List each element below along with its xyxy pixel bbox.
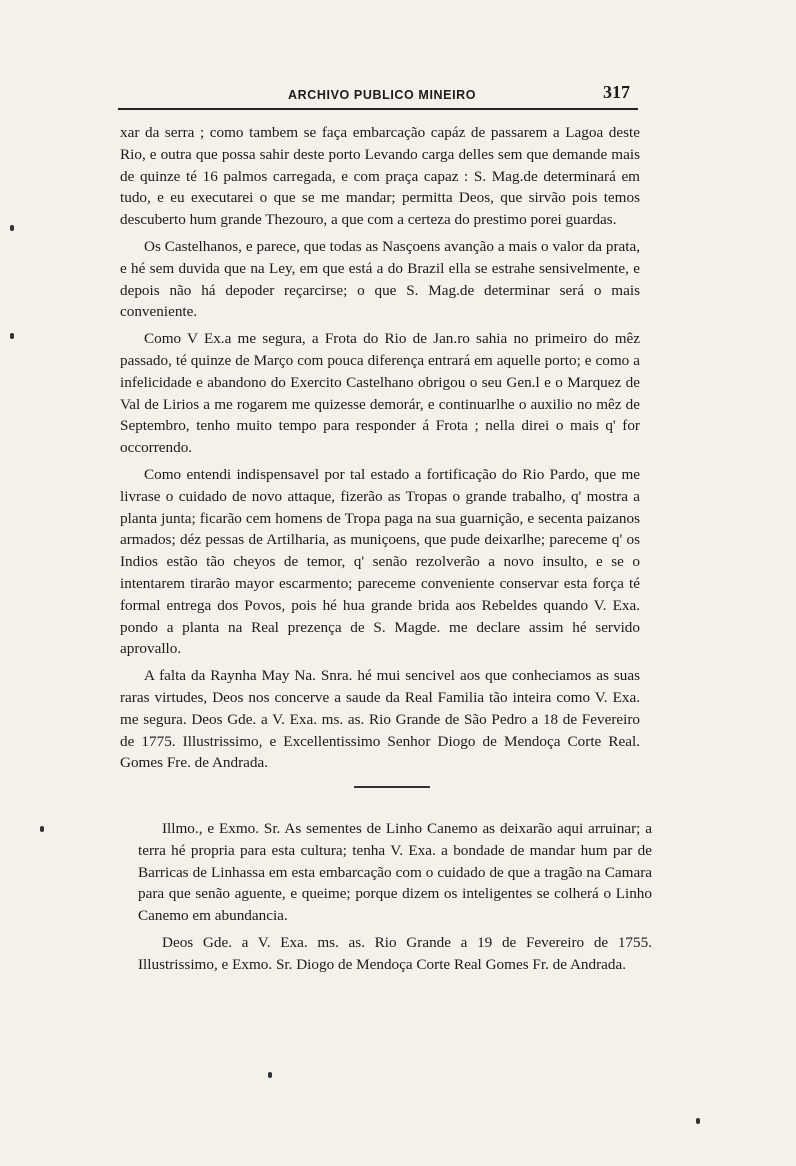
margin-mark — [40, 826, 44, 832]
second-letter-body — [138, 818, 652, 981]
margin-mark — [10, 225, 14, 231]
paragraph-3: Como V Ex.a me segura, a Frota do Rio de Jan.ro sahia no primeiro do mêz passado, té quinze de Março com pouca diferença entrará em aquelle porto; e como a infelicidade e abandono do Exercito Castelhano obrigou o seu Gen.l e o Marquez de Val de Lirios a me rogarem me quizesse demorár, e continuarlhe o auxilio no mêz de Septembro, tenho muito tempo para responder á Frota ; nella direi o mais q' for occorrendo. — [120, 330, 640, 457]
margin-mark — [268, 1072, 272, 1078]
margin-mark — [10, 333, 14, 339]
paragraph-4: Como entendi indispensavel por tal estado a fortificação do Rio Pardo, que me livrase o cuidado de novo attaque, fizerão as Tropas o grande trabalho, q' mostra a planta junta; ficarão cem homens de Tropa paga na sua guarnição, e secenta paizanos armados; déz pessas de Artilharia, as muniçoens, que pude deixarlhe; pareceme q' os Indios estão tão cheyos de temor, q' senão rezolverão a novo insulto, e se o intentarem tirarão mayor escarmento; pareceme conveniente conservar esta força té formal entrega dos Povos, pois hé hua grande brida aos Rebeldes quando V. Exa. pondo a planta na Real prezença de S. Magde. me declare assim hé servido aprovallo. — [120, 465, 640, 658]
paragraph-7: Deos Gde. a V. Exa. ms. as. Rio Grande a 19 de Fevereiro de 1755. Illustrissimo, e Exmo. Sr. Diogo de Mendoça Corte Real Gomes Fr. de Andrada. — [138, 933, 652, 973]
paragraph-2: Os Castelhanos, e parece, que todas as Nasçoens avanção a mais o valor da prata, e hé sem duvida que na Ley, em que está a do Brazil ella se estrahe sensivelmente, e depois não há depoder reçarcirse; o que S. Mag.de determinar será o mais conveniente. — [120, 237, 640, 321]
paragraph-1: xar da serra ; como tambem se faça embarcação capáz de passarem a Lagoa deste Rio, e outra que possa sahir deste porto Levando carga delles sem que demande mais de quinze té 16 palmos carregada, e com praça capaz : S. Mag.de determinará em tudo, e eu executarei o que se me mandar; permitta Deos, que sirvão pois temos descuberto hum grande Thezouro, a que com a certeza do prestimo porei guardas. — [120, 124, 640, 229]
page-number: 317 — [603, 82, 630, 102]
margin-mark — [696, 1118, 700, 1124]
letter-body — [120, 122, 640, 816]
paragraph-6: Illmo., e Exmo. Sr. As sementes de Linho Canemo as deixarão aqui arruinar; a terra hé propria para esta cultura; tenha V. Exa. a bondade de mandar hum par de Barricas de Linhassa em esta embarcação com o cuidado de que a tragão na Camara para que senão aguente, e queime; porque dizem os inteligentes se colherá o Linho Canemo em abundancia. — [138, 820, 652, 925]
section-divider — [354, 786, 430, 788]
header-title: ARCHIVO PUBLICO MINEIRO — [288, 88, 477, 102]
running-header — [118, 84, 638, 110]
paragraph-5: A falta da Raynha May Na. Snra. hé mui sencivel aos que conheciamos as suas raras virtudes, Deos nos concerve a saude da Real Familia tão inteira como V. Exa. me segura. Deos Gde. a V. Exa. ms. as. Rio Grande de São Pedro a 18 de Fevereiro de 1775. Illustrissimo, e Excellentissimo Senhor Diogo de Mendoça Corte Real. Gomes Fre. de Andrada. — [120, 667, 640, 772]
